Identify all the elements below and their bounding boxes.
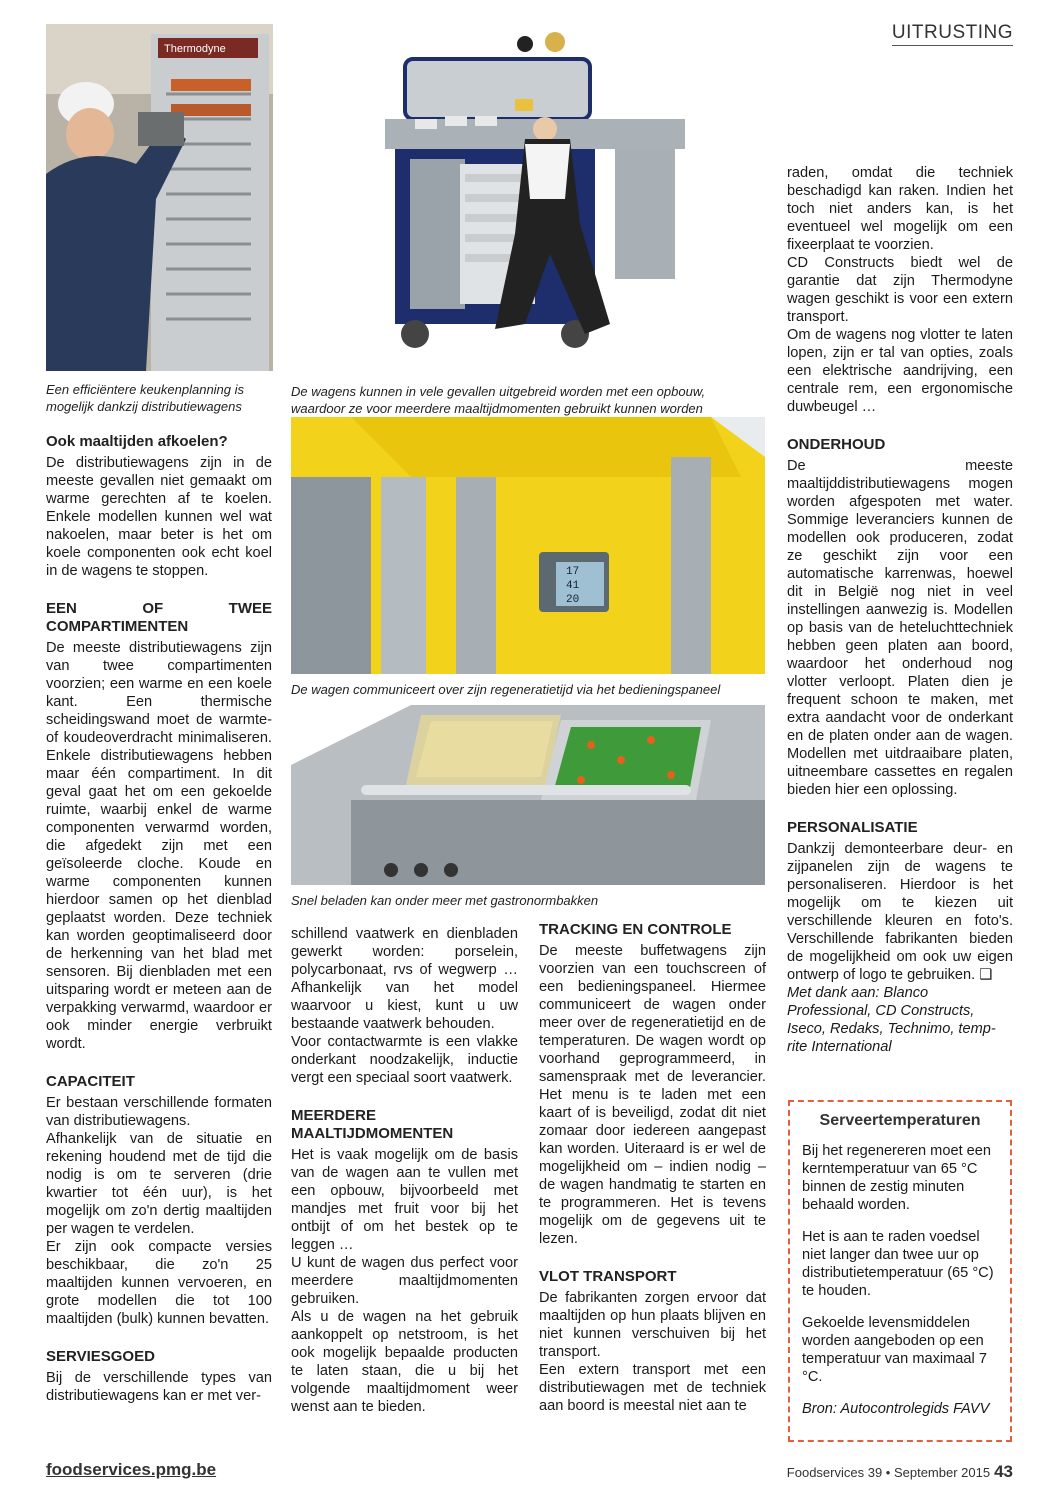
photo-cart bbox=[375, 24, 710, 369]
column-4 bbox=[787, 164, 1013, 1056]
heading-onderhoud: ONDERHOUD bbox=[787, 436, 886, 453]
sidebar-paragraph: Gekoelde levensmiddelen worden aangeboden op een temperatuur van maximaal 7 °C. bbox=[802, 1315, 987, 1385]
heading-serviesgoed: SERVIESGOED bbox=[46, 1348, 155, 1365]
column-3 bbox=[539, 921, 766, 1415]
page-number: 43 bbox=[994, 1462, 1013, 1481]
paragraph: De meeste distributiewagens zijn van twee compartimenten voorzien; een warme en een koele kant. Een thermische scheidingswand moet de warmte- of koudeoverdracht minimaliseren. Enkele distributiewagens hebben maar één compartiment. In dit geval gaat het om een gekoelde ruimte, waarbij enkel de warme componenten verwarmd worden, die afgedekt zijn met een geïsoleerde cloche. Koude en warme componenten kunnen hierdoor samen op het dienblad geplaatst worden. Deze techniek kan worden geoptimaliseerd door de herkenning van het blad met sensoren. Bij dienbladen met een uitsparing wordt er meteen aan de verpakking verwarmd, waardoor er ook minder energie verbruikt wordt. bbox=[46, 640, 272, 1052]
paragraph: Om de wagens nog vlotter te laten lopen, zijn er tal van opties, zoals een elektrische aandrijving, een centrale rem, een ergonomische duwbeugel … bbox=[787, 327, 1013, 415]
paragraph: De meeste maaltijddistributiewagens mogen worden afgespoten met water. Sommige leveranciers kunnen de modellen ook produceren, zodat ze geschikt zijn voor een automatische karrenwas, hoewel dit in België nog niet in veel instellingen aanwezig is. Modellen op basis van de heteluchttechniek hebben geen platen aan boord, waardoor het onderhoud nog vlotter verloopt. Platen dien je frequent schoon te maken, met extra aandacht voor de onderkant en de platen onder aan de wagen. Modellen met uitdraaibare platen, uitneembare cassettes en regalen bieden hier een oplossing. bbox=[787, 458, 1013, 798]
caption-panel: De wagen communiceert over zijn regeneratietijd via het bedieningspaneel bbox=[291, 682, 721, 697]
heading-compartimenten: EEN OF TWEE COMPARTIMENTEN bbox=[46, 600, 272, 635]
kitchen-illustration bbox=[46, 24, 273, 371]
thanks-note: Met dank aan: Blanco Professional, CD Constructs, Iseco, Redaks, Technimo, temp-rite International bbox=[787, 985, 996, 1055]
panel-readout-1: 17 bbox=[566, 566, 580, 578]
footer-issue-text: Foodservices 39 • September 2015 bbox=[786, 1465, 991, 1480]
sidebar-paragraph: Bij het regenereren moet een kerntemperatuur van 65 °C binnen de zestig minuten behaald worden. bbox=[802, 1143, 992, 1213]
heading-transport: VLOT TRANSPORT bbox=[539, 1268, 677, 1285]
sidebar-title: Serveertemperaturen bbox=[819, 1112, 981, 1129]
sidebar-source: Bron: Autocontrolegids FAVV bbox=[802, 1401, 990, 1417]
column-2 bbox=[291, 925, 518, 1416]
cart-illustration bbox=[375, 24, 710, 369]
paragraph: Bij de verschillende types van distributiewagens kan er met ver- bbox=[46, 1370, 272, 1404]
paragraph: schillend vaatwerk en dienbladen gewerkt worden: porselein, polycarbonaat, rvs of wegwerp … Afhankelijk van het model waarvoor u kiest, kunt u uw bestaande vaatwerk behouden. bbox=[291, 926, 518, 1032]
paragraph: De distributiewagens zijn in de meeste gevallen niet gemaakt om warme gerechten af te koelen. Enkele modellen kunnen wel wat nakoelen, maar beter is het om koele componenten ook echt koel in de wagens te stoppen. bbox=[46, 455, 272, 579]
paragraph: Het is vaak mogelijk om de basis van de wagen aan te vullen met een opbouw, bijvoorbeeld met mandjes met fruit voor bij het ontbijt of om het bestek op te leggen … bbox=[291, 1147, 518, 1253]
paragraph: Afhankelijk van de situatie en rekening houdend met de tijd die nodig is om te serveren (drie kwartier tot één uur), is het mogelijk om zo'n dertig maaltijden per wagen te verdelen. bbox=[46, 1131, 272, 1237]
end-mark-icon: ❑ bbox=[979, 967, 993, 983]
heading-maaltijdmomenten: MEERDERE MAALTIJDMOMENTEN bbox=[291, 1107, 454, 1142]
paragraph: Er bestaan verschillende formaten van distributiewagens. bbox=[46, 1095, 272, 1129]
caption-kitchen: Een efficiëntere keukenplanning is mogelijk dankzij distributiewagens bbox=[46, 382, 245, 414]
panel-illustration bbox=[291, 417, 765, 674]
paragraph bbox=[787, 840, 1013, 984]
paragraph: raden, omdat die techniek beschadigd kan raken. Indien het toch niet anders kan, is het eventueel wel mogelijk om een fixeerplaat te voorzien. bbox=[787, 165, 1013, 253]
paragraph: U kunt de wagen dus perfect voor meerdere maaltijdmomenten gebruiken. bbox=[291, 1255, 518, 1307]
gastro-illustration bbox=[291, 705, 765, 885]
photo-kitchen bbox=[46, 24, 273, 371]
photo-gastro bbox=[291, 705, 765, 885]
sidebar-serveertemperaturen bbox=[788, 1100, 1012, 1442]
heading-capaciteit: CAPACITEIT bbox=[46, 1073, 135, 1090]
panel-readout-3: 20 bbox=[566, 594, 580, 606]
paragraph: Voor contactwarmte is een vlakke onderkant noodzakelijk, inductie vergt een speciaal soort vaatwerk. bbox=[291, 1034, 518, 1086]
section-label: UITRUSTING bbox=[892, 22, 1013, 46]
paragraph: De meeste buffetwagens zijn voorzien van een touchscreen of een bedieningspaneel. Hiermee communiceert de wagen onder meer over de regeneratietijd en de temperaturen. De wagen wordt op voorhand geprogrammeerd, in samenspraak met de leverancier. Het menu is te laden met een kaart of is beveiligd, zodat dit niet zomaar door iedereen aangepast kan worden. Uiteraard is er wel de mogelijkheid om – indien nodig – de wagen handmatig te starten en te programmeren. Het is tevens mogelijk om de gegevens uit te lezen. bbox=[539, 943, 766, 1247]
heading-personalisatie: PERSONALISATIE bbox=[787, 819, 918, 836]
footer-website-link[interactable]: foodservices.pmg.be bbox=[46, 1460, 217, 1479]
oven-brand-text: Thermodyne bbox=[164, 43, 226, 55]
sidebar-paragraph: Het is aan te raden voedsel niet langer dan twee uur op distributietemperatuur (65 °C) te houden. bbox=[802, 1229, 994, 1299]
paragraph: CD Constructs biedt wel de garantie dat zijn Thermodyne wagen geschikt is voor een extern transport. bbox=[787, 255, 1013, 325]
heading-afkoelen: Ook maaltijden afkoelen? bbox=[46, 433, 228, 450]
paragraph: Er zijn ook compacte versies beschikbaar, die zo'n 25 maaltijden kunnen vervoeren, en grote modellen die tot 100 maaltijden (bulk) kunnen bevatten. bbox=[46, 1239, 272, 1327]
panel-readout-2: 41 bbox=[566, 580, 580, 592]
photo-panel bbox=[291, 417, 765, 674]
paragraph: Een extern transport met een distributiewagen met de techniek aan boord is meestal niet aan te bbox=[539, 1362, 766, 1414]
paragraph: Als u de wagen na het gebruik aankoppelt op netstroom, is het ook mogelijk bepaalde producten te laten staan, die u bij het volgende maaltijdmoment weer wenst aan te bieden. bbox=[291, 1309, 518, 1415]
column-1 bbox=[46, 433, 272, 1405]
paragraph: De fabrikanten zorgen ervoor dat maaltijden op hun plaats blijven en niet kunnen verschuiven bij het transport. bbox=[539, 1290, 766, 1360]
paragraph-text: Dankzij demonteerbare deur- en zijpanelen zijn de wagens te personaliseren. Hierdoor is het mogelijk om te kiezen uit verschillende kleuren en foto's. Verschillende fabrikanten bieden de mogelijkheid om ook uw eigen ontwerp of logo te gebruiken. bbox=[787, 841, 1013, 983]
caption-cart: De wagens kunnen in vele gevallen uitgebreid worden met een opbouw, waardoor ze voor meerdere maaltijdmomenten gebruikt kunnen worden bbox=[291, 384, 706, 416]
footer-issue bbox=[787, 1462, 1013, 1482]
heading-tracking: TRACKING EN CONTROLE bbox=[539, 921, 732, 938]
caption-gastro: Snel beladen kan onder meer met gastronormbakken bbox=[291, 893, 599, 908]
